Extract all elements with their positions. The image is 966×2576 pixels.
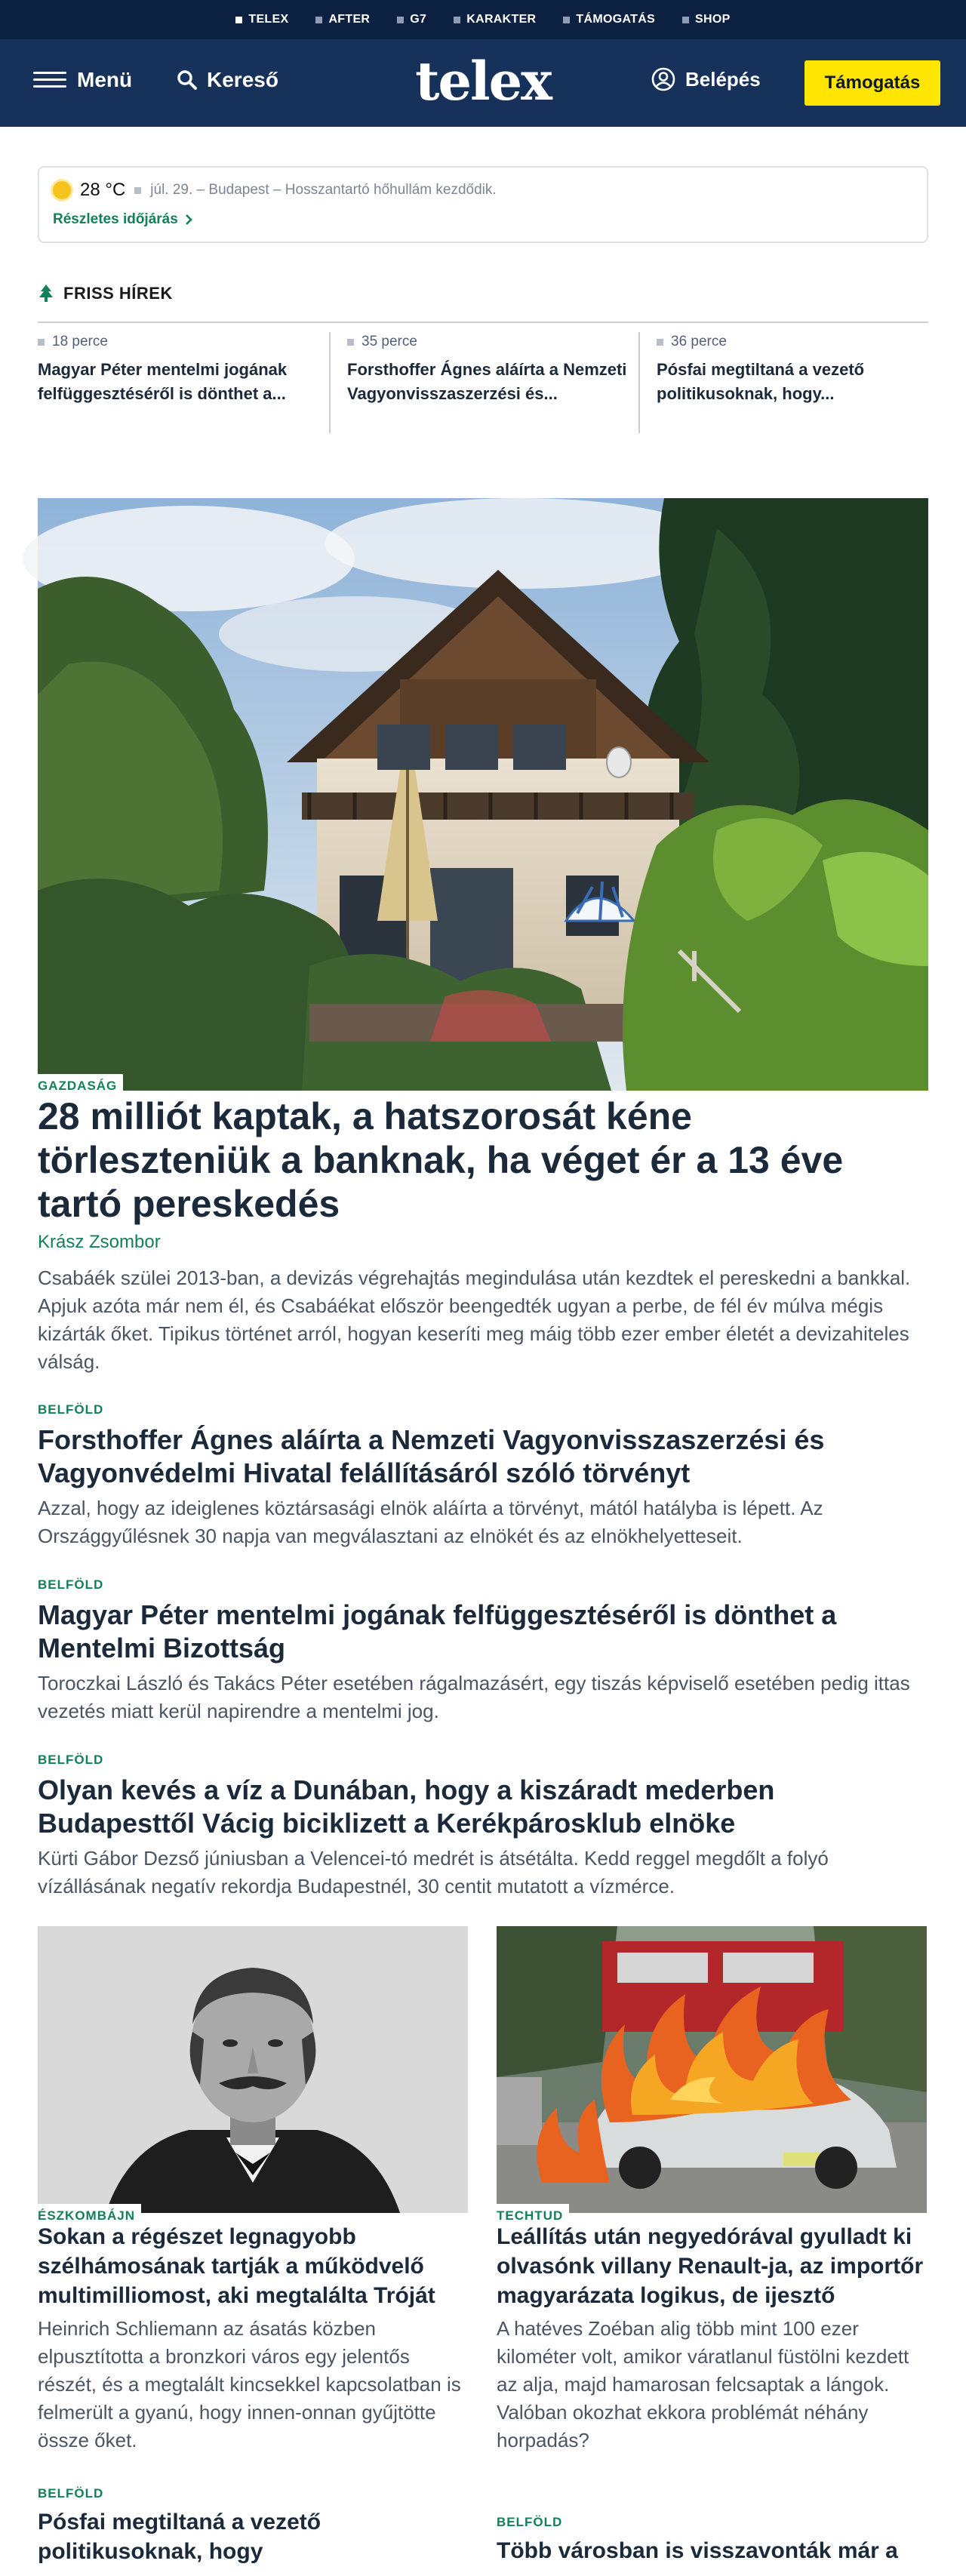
support-button[interactable]: Támogatás (804, 60, 940, 106)
site-logo[interactable]: telex (415, 50, 551, 112)
square-icon (397, 17, 404, 23)
article-title[interactable]: Magyar Péter mentelmi jogának felfüggesztéséről is dönthet a Mentelmi Bizottság (38, 1599, 837, 1663)
hero-author[interactable]: Krász Zsombor (38, 1232, 161, 1252)
chevron-right-icon (184, 214, 193, 226)
square-icon (235, 17, 242, 23)
square-icon (682, 17, 689, 23)
friss-title[interactable]: Magyar Péter mentelmi jogának felfüggesztéséről is dönthet a... (38, 360, 288, 403)
friss-item[interactable] (38, 334, 325, 406)
friss-item[interactable] (657, 334, 943, 406)
square-icon (38, 339, 45, 346)
hero-lead: Csabáék szülei 2013-ban, a devizás végrehajtás megindulása után kezdtek el pereskedni a bankkal. Apjuk azóta már nem él, és Csabáékat először beengedték ugyan a perbe, de fél év múlva mégis kizárták őket. Tipikus történet arról, hogyan keseríti meg máig több ezer ember életét a devizahiteles válság. (38, 1266, 911, 1373)
user-circle-icon (651, 66, 676, 92)
weather-temperature: 28 °C (80, 180, 126, 200)
search-button[interactable] (177, 68, 278, 92)
friss-hirek-heading (38, 284, 173, 303)
top-nav-label: AFTER (328, 13, 371, 26)
card-lead: A hatéves Zoéban alig több mint 100 ezer kilométer volt, amikor váratlanul füstölni kezdett az alja, majd hamarosan felcsaptak a lángok. Valóban okozhat ekkora problémát néhány horpadás? (497, 2317, 909, 2451)
square-icon (134, 187, 141, 194)
square-icon (657, 339, 663, 346)
hero-category-tag[interactable]: GAZDASÁG (38, 1074, 123, 1095)
article-title[interactable]: Olyan kevés a víz a Dunában, hogy a kiszáradt mederben Budapesttől Vácig biciklizett a Kerékpárosklub elnöke (38, 1774, 775, 1839)
article-tag[interactable]: BELFÖLD (38, 2486, 104, 2501)
article-lead: Kürti Gábor Dezső júniusban a Velencei-tó medrét is átsétálta. Kedd reggel megdőlt a folyó vízállásának negatív rekordja Budapestnél, 30 centit mutatott a vízmérce. (38, 1847, 829, 1897)
top-nav-label: TÁMOGATÁS (576, 13, 656, 26)
article-title[interactable]: Pósfai megtiltaná a vezető politikusoknak, hogy (38, 2510, 321, 2564)
top-nav-after[interactable] (315, 13, 370, 26)
top-nav-label: KARAKTER (466, 13, 537, 26)
tree-icon (38, 284, 54, 303)
hero-title[interactable]: 28 milliót kaptak, a hatszorosát kéne törleszteniük a banknak, ha véget ér a 13 éve tartó pereskedés (38, 1095, 844, 1225)
friss-title[interactable]: Pósfai megtiltaná a vezető politikusoknak, hogy... (657, 360, 865, 403)
portrait-photo (38, 1926, 468, 2213)
square-icon (454, 17, 460, 23)
article-lead: Azzal, hogy az ideiglenes köztársasági elnök aláírta a törvényt, mától hatályba is lépett. Az Országgyűlésnek 30 napja van megválasztani az elnökét és az elnökhelyetteseit. (38, 1497, 823, 1547)
article-tag[interactable]: BELFÖLD (497, 2515, 563, 2529)
card-title[interactable]: Sokan a régészet legnagyobb szélhámosának tartják a működvelő multimilliomost, aki megtalálta Tróját (38, 2224, 435, 2308)
card-lead: Heinrich Schliemann az ásatás közben elpusztította a bronzkori város egy jelentős részét, és a megtalált kincsekkel kapcsolatban is felmerült a gyanú, hogy innen-onnan gyűjtötte össze őket. (38, 2317, 461, 2451)
friss-time: 36 perce (671, 334, 727, 349)
article-item (497, 2515, 927, 2565)
friss-time: 18 perce (52, 334, 108, 349)
article-item (38, 2486, 468, 2566)
top-nav-label: SHOP (695, 13, 731, 26)
search-icon (177, 69, 198, 91)
article-tag[interactable]: BELFÖLD (38, 1753, 104, 1767)
top-nav-label: TELEX (248, 13, 289, 26)
top-strip-nav (0, 0, 966, 39)
login-button[interactable] (651, 66, 761, 92)
article-card (497, 1926, 927, 2454)
hero-image[interactable] (38, 498, 928, 1091)
friss-item[interactable] (347, 334, 634, 406)
weather-details-link[interactable] (53, 211, 193, 228)
square-icon (563, 17, 570, 23)
article-item (38, 1753, 928, 1900)
article-tag[interactable]: BELFÖLD (38, 1577, 104, 1592)
house-photo (38, 498, 928, 1091)
article-lead: Toroczkai László és Takács Péter esetében rágalmazásért, egy tiszás képviselő esetében pedig ittas vezetés miatt kerül napirendre a mentelmi jog. (38, 1672, 910, 1722)
friss-hirek-label: FRISS HÍREK (63, 284, 173, 303)
top-nav-shop[interactable] (682, 13, 731, 26)
menu-label: Menü (77, 68, 133, 91)
weather-description: júl. 29. – Budapest – Hosszantartó hőhullám kezdődik. (150, 182, 497, 198)
top-nav-telex[interactable] (235, 13, 288, 26)
friss-title[interactable]: Forsthoffer Ágnes aláírta a Nemzeti Vagyonvisszaszerzési és... (347, 360, 627, 403)
sun-icon (53, 181, 71, 199)
menu-button[interactable] (33, 68, 132, 92)
top-nav-tamogatas[interactable] (563, 13, 655, 26)
search-label: Kereső (207, 68, 278, 91)
top-nav-g7[interactable] (397, 13, 426, 26)
weather-widget (38, 166, 928, 243)
card-image[interactable] (497, 1926, 927, 2223)
article-card (38, 1926, 468, 2454)
divider (638, 332, 640, 433)
site-header (0, 39, 966, 127)
hamburger-icon (33, 70, 66, 90)
article-title[interactable]: Forsthoffer Ágnes aláírta a Nemzeti Vagyonvisszaszerzési és Vagyonvédelmi Hivatal felállításáról szóló törvényt (38, 1424, 825, 1488)
card-title[interactable]: Leállítás után negyedórával gyulladt ki olvasónk villany Renault-ja, az importőr magyarázata logikus, de ijesztő (497, 2224, 924, 2308)
article-item (38, 1577, 928, 1725)
article-tag[interactable]: BELFÖLD (38, 1402, 104, 1417)
article-title[interactable]: Több városban is visszavonták már a (497, 2538, 898, 2563)
square-icon (315, 17, 322, 23)
friss-time: 35 perce (361, 334, 417, 349)
top-nav-label: G7 (410, 13, 427, 26)
article-item (38, 1402, 928, 1550)
card-image[interactable] (38, 1926, 468, 2223)
divider (329, 332, 331, 433)
login-label: Belépés (685, 67, 761, 91)
top-nav-karakter[interactable] (454, 13, 536, 26)
card-tag[interactable]: ÉSZKOMBÁJN (38, 2204, 141, 2224)
square-icon (347, 339, 354, 346)
divider (38, 322, 928, 323)
burning-car-photo (497, 1926, 927, 2213)
weather-details-label: Részletes időjárás (53, 211, 178, 227)
card-tag[interactable]: TECHTUD (497, 2204, 569, 2224)
